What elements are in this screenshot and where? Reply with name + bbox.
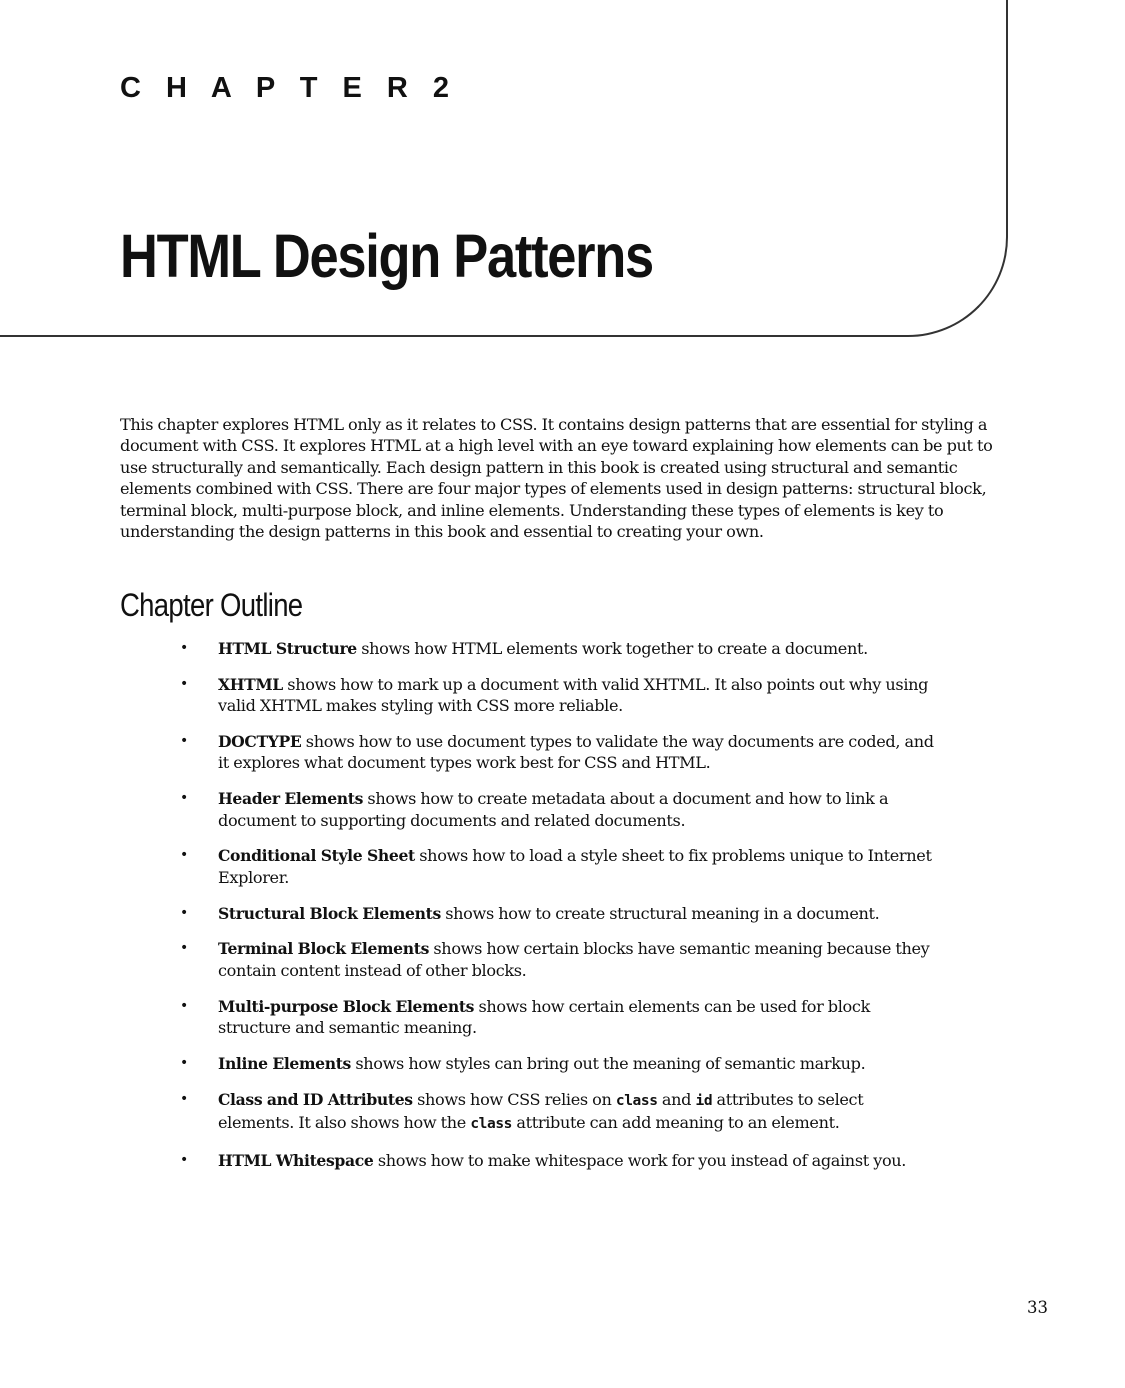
outline-term: Multi-purpose Block Elements	[218, 996, 475, 1016]
outline-term: Conditional Style Sheet	[218, 846, 415, 866]
page-number: 33	[1027, 1298, 1048, 1317]
outline-item-xhtml	[176, 674, 936, 717]
bullet-icon: •	[180, 640, 188, 656]
outline-term: HTML Structure	[218, 639, 357, 658]
chapter-label: C H A P T E R 2	[120, 72, 458, 104]
outline-term: Terminal Block Elements	[218, 939, 430, 959]
outline-term: Structural Block Elements	[218, 903, 441, 923]
outline-heading: Chapter Outline	[120, 587, 303, 623]
outline-description: shows how to create structural meaning in a document.	[440, 903, 880, 923]
outline-description: shows how to use document types to validate the way documents are coded, and it explores what document types work best for CSS and HTML.	[218, 732, 934, 773]
outline-item-class-and-id-attributes	[176, 1089, 936, 1136]
code-class: class	[615, 1092, 658, 1109]
outline-description-part: attributes to select elements. It also shows how the	[218, 1089, 864, 1133]
outline-description-part: shows how CSS relies on	[412, 1089, 616, 1109]
outline-item-html-structure	[176, 638, 936, 659]
outline-item-doctype	[176, 731, 936, 774]
outline-description: shows how styles can bring out the meaning of semantic markup.	[351, 1053, 866, 1073]
bullet-icon: •	[180, 675, 188, 692]
outline-item-header-elements	[176, 788, 936, 831]
outline-term: DOCTYPE	[218, 732, 302, 751]
outline-description: shows how certain blocks have semantic meaning because they contain content instead of other blocks.	[218, 939, 930, 980]
outline-item-terminal-block-elements	[176, 938, 936, 981]
outline-item-structural-block-elements	[176, 903, 936, 924]
outline-item-conditional-style-sheet	[176, 845, 936, 888]
bullet-icon: •	[180, 733, 188, 749]
outline-description-part: and	[657, 1089, 696, 1109]
bullet-icon: •	[180, 1054, 188, 1071]
bullet-icon: •	[180, 1151, 188, 1168]
outline-description: shows how certain elements can be used for block structure and semantic meaning.	[218, 996, 870, 1038]
code-id: id	[695, 1092, 713, 1109]
outline-description: shows how to mark up a document with valid XHTML. It also points out why using valid XHTML makes styling with CSS more reliable.	[218, 674, 929, 716]
outline-term: XHTML	[218, 674, 283, 694]
outline-term: Class and ID Attributes	[218, 1089, 413, 1109]
outline-description: shows how to make whitespace work for you instead of against you.	[373, 1150, 907, 1170]
outline-item-multi-purpose-block-elements	[176, 996, 936, 1039]
outline-term: Inline Elements	[218, 1053, 351, 1073]
bullet-icon: •	[180, 940, 188, 957]
chapter-title: HTML Design Patterns	[120, 222, 653, 290]
bullet-icon: •	[180, 847, 188, 864]
code-class: class	[470, 1116, 512, 1133]
outline-term: Header Elements	[218, 789, 364, 809]
outline-item-inline-elements	[176, 1053, 936, 1074]
bullet-icon: •	[180, 904, 188, 921]
intro-paragraph: This chapter explores HTML only as it relates to CSS. It contains design patterns that are essential for styling a document with CSS. It explores HTML at a high level with an eye toward explaining how elements can be put to use structurally and semantically. Each design pattern in this book is created using structural and semantic elements combined with CSS. There are four major types of elements used in design patterns: structural block, terminal block, multi-purpose block, and inline elements. Understanding these types of elements is key to understanding the design patterns in this book and essential to creating your own.	[120, 415, 993, 542]
outline-term: HTML Whitespace	[218, 1150, 374, 1170]
bullet-icon: •	[180, 997, 188, 1014]
outline-description: shows how to create metadata about a document and how to link a document to supporting documents and related documents.	[218, 789, 889, 830]
outline-description: shows how to load a style sheet to fix problems unique to Internet Explorer.	[218, 846, 932, 887]
outline-list	[176, 638, 936, 1186]
bullet-icon: •	[180, 790, 188, 807]
outline-description-part: attribute can add meaning to an element.	[512, 1113, 840, 1133]
outline-item-html-whitespace	[176, 1150, 936, 1171]
bullet-icon: •	[180, 1090, 188, 1107]
outline-description: shows how HTML elements work together to create a document.	[356, 639, 868, 658]
